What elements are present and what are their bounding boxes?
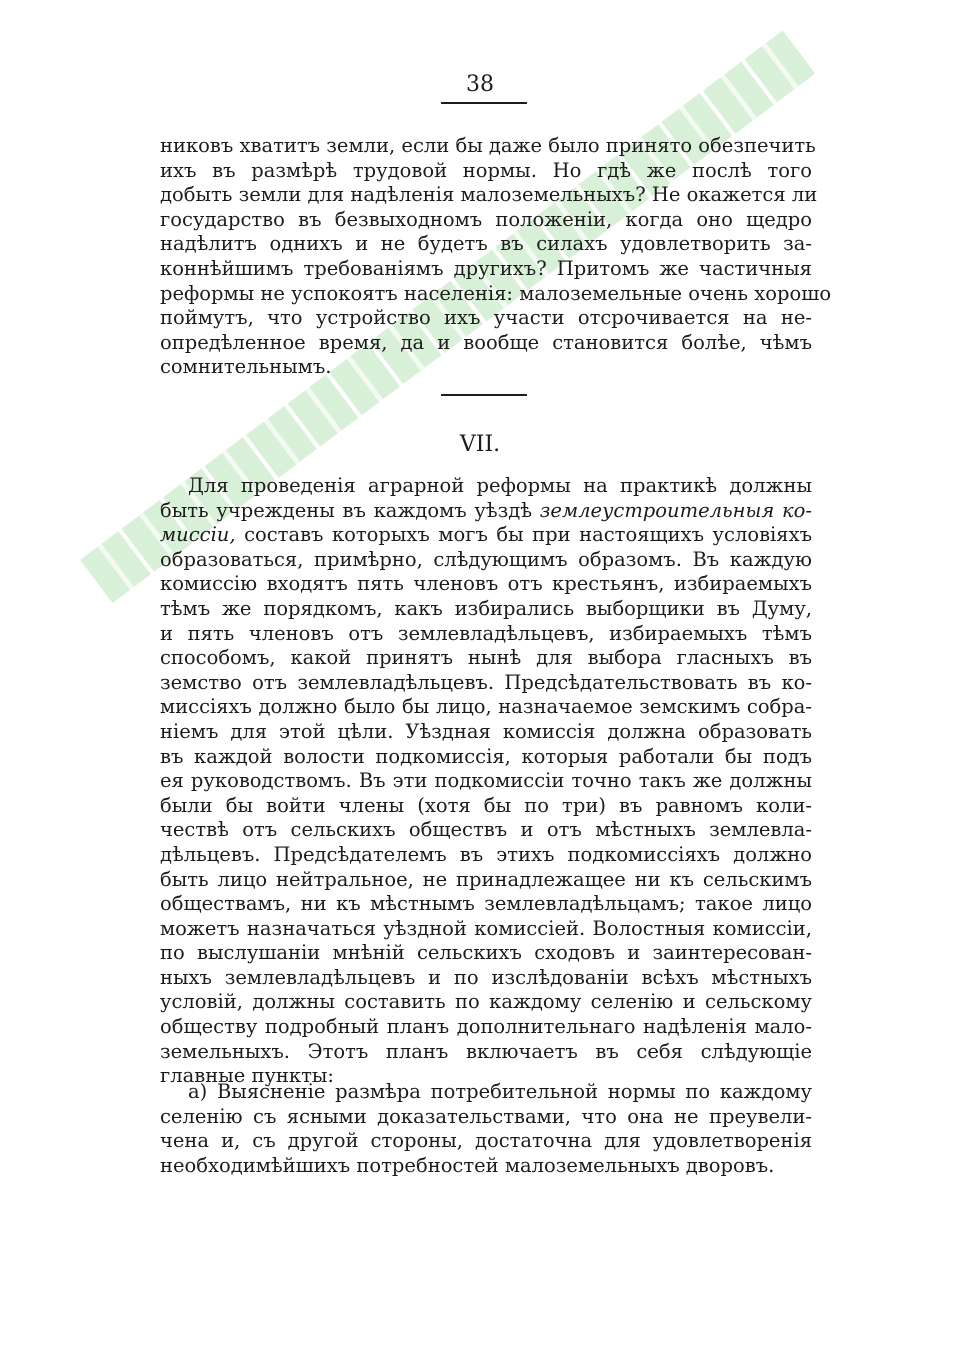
text-line: государство въ безвыходномъ положеніи, когда оно щедро: [160, 207, 812, 231]
text-line: поймутъ, что устройство ихъ участи отсрочивается на не-: [160, 306, 812, 330]
text-line: обществамъ, ни къ мѣстнымъ землевладѣльцамъ; такое лицо: [160, 892, 812, 916]
italic-term: миссіи,: [160, 523, 236, 547]
section-paragraph: [160, 474, 812, 1089]
text-line: сомнительнымъ.: [160, 355, 332, 379]
text-line: земство отъ землевладѣльцевъ. Предсѣдательствовать въ ко-: [160, 670, 812, 694]
text-line: быть лицо нейтральное, не принадлежащее ни къ сельскимъ: [160, 867, 812, 891]
text-line: условій, должны составить по каждому селенію и сельскому: [160, 990, 812, 1014]
text-line: опредѣленное время, да и вообще становится болѣе, чѣмъ: [160, 330, 812, 354]
text-line: селенію съ ясными доказательствами, что она не преувели-: [160, 1104, 812, 1128]
text-line: главные пункты:: [160, 1064, 334, 1088]
text-line: земельныхъ. Этотъ планъ включаетъ въ себя слѣдующіе: [160, 1039, 812, 1063]
text-line: по выслушаніи мнѣній сельскихъ сходовъ и заинтересован-: [160, 941, 812, 965]
section-divider: [441, 394, 527, 396]
point-a-paragraph: [160, 1080, 812, 1178]
text-line: обществу подробный планъ дополнительнаго надѣленія мало-: [160, 1015, 812, 1039]
text-line: надѣлитъ однихъ и не будетъ въ силахъ удовлетворить за-: [160, 232, 812, 256]
text-line: а) Выясненіе размѣра потребительной нормы по каждому: [188, 1080, 812, 1103]
text-line: комиссію входятъ пять членовъ отъ крестьянъ, избираемыхъ: [160, 572, 812, 596]
text-line: [160, 523, 812, 548]
text-line: чена и, съ другой стороны, достаточна для удовлетворенія: [160, 1129, 812, 1153]
text-line: необходимѣйшихъ потребностей малоземельныхъ дворовъ.: [160, 1153, 775, 1177]
text-line: ніемъ для этой цѣли. Уѣздная комиссія должна образовать: [160, 719, 812, 743]
text-line: ихъ въ размѣрѣ трудовой нормы. Но гдѣ же послѣ того: [160, 158, 812, 182]
text-line: дѣльцевъ. Предсѣдателемъ въ этихъ подкомиссіяхъ должно: [160, 842, 812, 866]
text-line: образоваться, примѣрно, слѣдующимъ образомъ. Въ каждую: [160, 547, 812, 571]
text-line: въ каждой волости подкомиссія, которыя работали бы подъ: [160, 744, 812, 768]
text-line: добыть земли для надѣленія малоземельныхъ? Не окажется ли: [160, 183, 818, 207]
top-paragraph: [160, 134, 832, 380]
section-heading: VII.: [459, 432, 501, 457]
text-line: и пять членовъ отъ землевладѣльцевъ, избираемыхъ тѣмъ: [160, 621, 812, 645]
text-line: никовъ хватитъ земли, если бы даже было принято обезпечить: [160, 134, 816, 157]
text-line: Для проведенія аграрной реформы на практикѣ должны: [188, 474, 812, 497]
text-line: можетъ назначаться уѣздной комиссіей. Волостныя комиссіи,: [160, 916, 812, 940]
text-line: коннѣйшимъ требованіямъ другихъ? Притомъ же частичныя: [160, 256, 812, 280]
text-line: миссіяхъ должно было бы лицо, назначаемое земскимъ собра-: [160, 695, 812, 719]
text-line: были бы войти члены (хотя бы по три) въ равномъ коли-: [160, 793, 812, 817]
text-line: тѣмъ же порядкомъ, какъ избирались выборщики въ Думу,: [160, 596, 812, 620]
page-number-rule: [441, 102, 527, 104]
text-line: реформы не успокоятъ населенія: малоземельные очень хорошо: [160, 281, 832, 305]
page-number: 38: [466, 72, 494, 97]
text-line: чествѣ отъ сельскихъ обществъ и отъ мѣстныхъ землевла-: [160, 818, 812, 842]
text-line: ея руководствомъ. Въ эти подкомиссіи точно такъ же должны: [160, 769, 812, 793]
text-fragment: быть учреждены въ каждомъ уѣздѣ: [160, 498, 540, 522]
text-line: способомъ, какой принятъ нынѣ для выбора гласныхъ въ: [160, 646, 812, 670]
text-line: ныхъ землевладѣльцевъ и по изслѣдованіи всѣхъ мѣстныхъ: [160, 965, 812, 989]
text-fragment: составъ которыхъ могъ бы при настоящихъ условіяхъ: [235, 523, 812, 547]
italic-term: землеустроительныя ко-: [539, 498, 812, 522]
text-line: [160, 499, 812, 524]
